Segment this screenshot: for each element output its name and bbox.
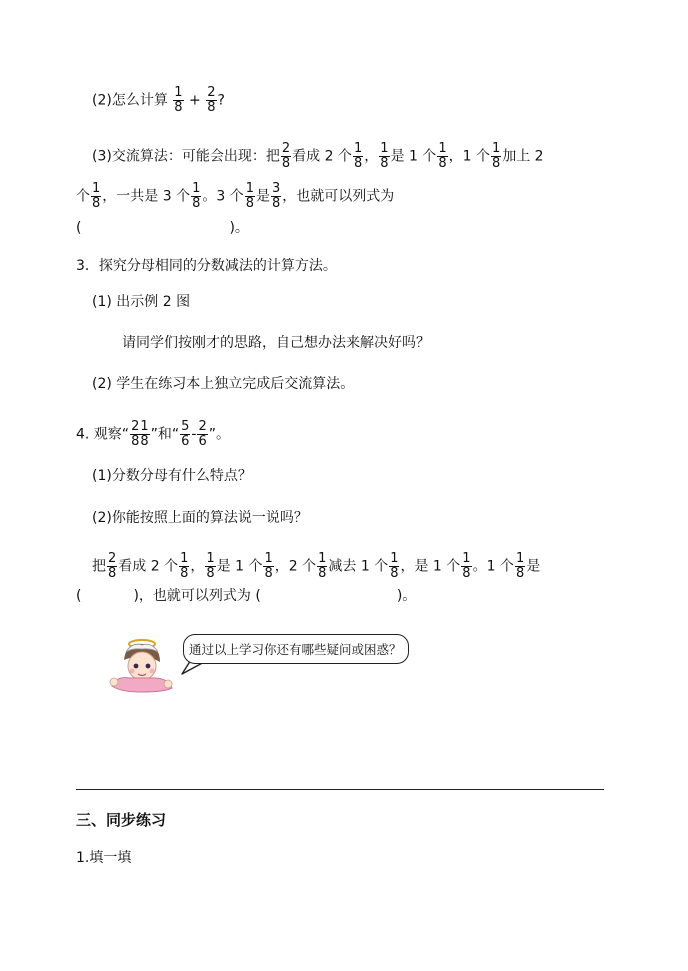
- fraction: $\frac{2}{6}$: [198, 419, 207, 449]
- section-3-item-2: (2) 学生在练习本上独立完成后交流算法。: [92, 376, 355, 392]
- fraction: $\frac{1}{8}$: [353, 141, 363, 171]
- section-4-answer-blanks[interactable]: ( )，也就可以列式为 ( )。: [76, 588, 417, 604]
- section-three-title: 三、同步练习: [76, 811, 167, 829]
- section-three-item-1: 1.填一填: [76, 850, 132, 866]
- cartoon-girl-icon: [102, 636, 178, 694]
- fraction: $\frac{1}{8}$: [174, 85, 183, 115]
- q3-line-2: 个 $\frac{1}{8}$ ，一共是 3 个 $\frac{1}{8}$ 。3 个 $\frac{1}{8}$ 是 $\frac{3}{8}$ ，也就可以列式为: [76, 181, 395, 211]
- fraction: $\frac{1}{8}$: [206, 551, 215, 581]
- speech-bubble: 通过以上学习你还有哪些疑问或困惑？: [183, 634, 409, 664]
- q3-line-1: (3)交流算法：可能会出现：把 $\frac{2}{8}$ 看成 2 个 $\frac{1}{8}$ ， $\frac{1}{8}$ 是 1 个 $\frac{1}{8}$ ，1 个 $\frac{1}{8}$ 加上 2: [92, 141, 544, 171]
- section-3-title: 3．探究分母相同的分数减法的计算方法。: [76, 258, 337, 274]
- fraction: $\frac{1}{8}$: [92, 181, 101, 211]
- fraction: $\frac{5}{6}$: [181, 419, 190, 449]
- section-3-item-1-text: 请同学们按刚才的思路，自己想办法来解决好吗？: [122, 335, 430, 351]
- fraction: $\frac{1}{8}$: [318, 551, 327, 581]
- fraction: $\frac{3}{8}$: [272, 181, 281, 211]
- fraction: $\frac{1}{8}$: [264, 551, 273, 581]
- section-4-title: 4. 观察“ $\frac{2}{8}$ $\frac{1}{8}$ ”和“ $\frac{5}{6}$ - $\frac{2}{6}$ ”。: [76, 419, 231, 449]
- fraction: $\frac{1}{8}$: [515, 551, 525, 581]
- fraction: $\frac{1}{8}$: [192, 181, 201, 211]
- section-4-explanation: 把 $\frac{2}{8}$ 看成 2 个 $\frac{1}{8}$ ， $\frac{1}{8}$ 是 1 个 $\frac{1}{8}$ ，2 个 $\frac{1}{8}$ 减去 1 个 $\frac{1}{8}$ ，是 1 个 $\frac{1}{8}$ 。1 个 $\frac{1}{8}$ 是: [92, 551, 541, 581]
- section-3-item-1: (1) 出示例 2 图: [92, 294, 191, 310]
- fraction: $\frac{1}{8}$: [140, 419, 149, 449]
- fraction: $\frac{1}{8}$: [390, 551, 399, 581]
- section-4-item-2: (2)你能按照上面的算法说一说吗？: [92, 510, 308, 526]
- fraction: $\frac{1}{8}$: [438, 141, 447, 171]
- fraction: $\frac{2}{8}$: [131, 419, 140, 449]
- q2-line: [92, 86, 225, 115]
- fraction: $\frac{1}{8}$: [245, 181, 255, 211]
- q3-answer-blank[interactable]: ( )。: [76, 220, 249, 236]
- fraction: $\frac{2}{8}$: [281, 141, 291, 171]
- fraction: $\frac{1}{8}$: [180, 551, 189, 581]
- fraction: $\frac{2}{8}$: [108, 551, 117, 581]
- fraction: $\frac{1}{8}$: [491, 141, 501, 171]
- q2-text: (2)怎么计算: [92, 92, 168, 109]
- plus-sign: +: [189, 92, 201, 109]
- q2-suffix: ?: [217, 92, 225, 109]
- fraction: $\frac{1}{8}$: [380, 141, 389, 171]
- divider: [76, 789, 604, 790]
- section-4-item-1: (1)分数分母有什么特点？: [92, 468, 252, 484]
- fraction: $\frac{2}{8}$: [207, 85, 216, 115]
- fraction: $\frac{1}{8}$: [462, 551, 471, 581]
